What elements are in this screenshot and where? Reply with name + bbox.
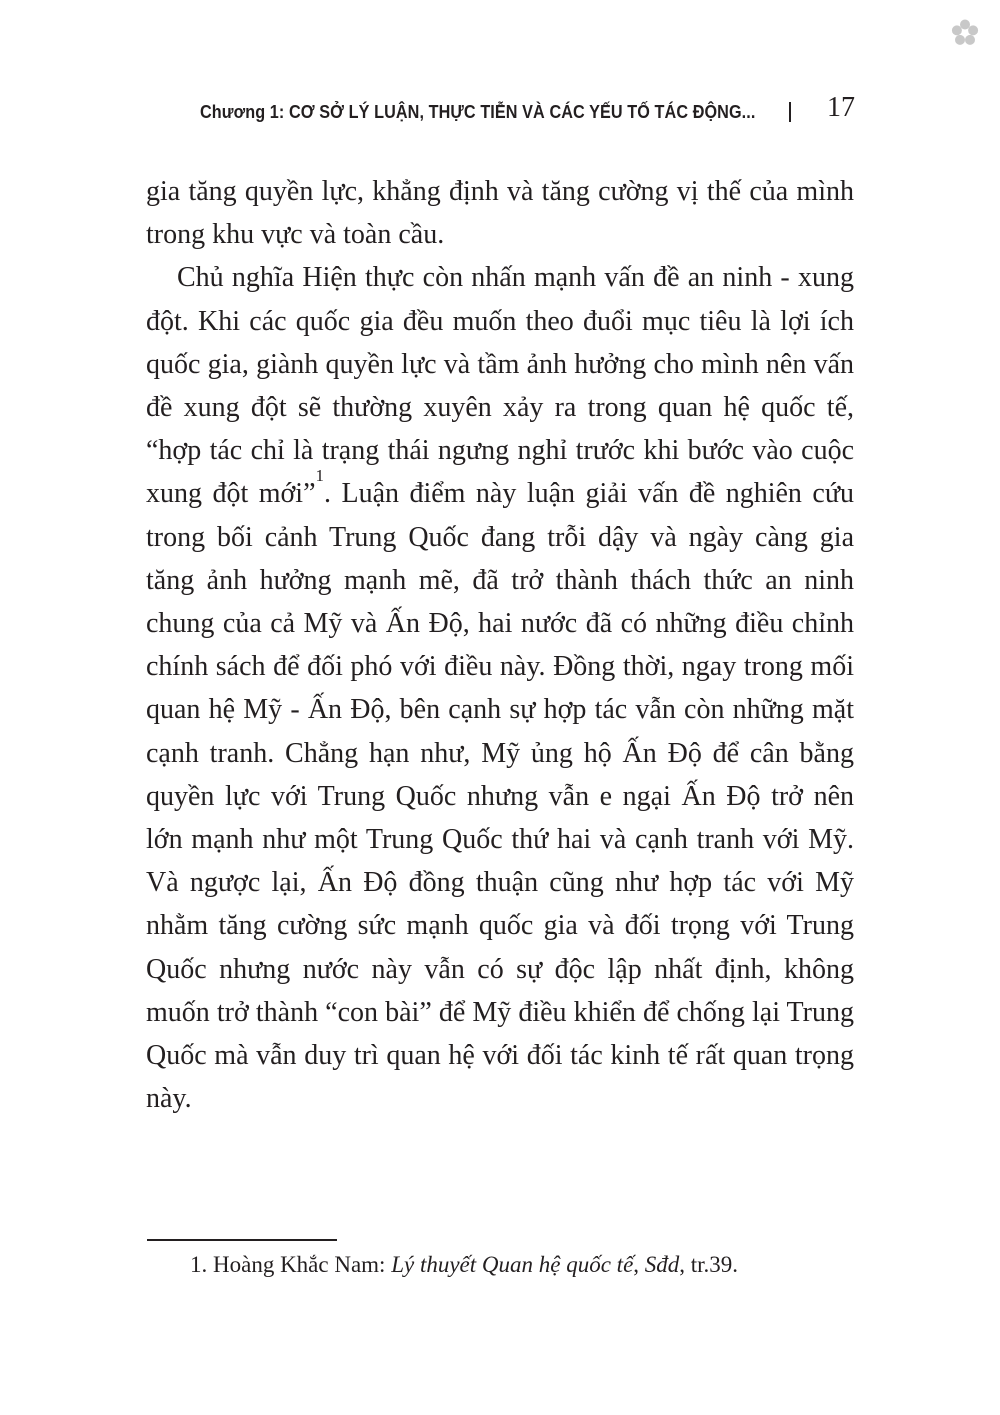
body-text — [146, 170, 854, 1120]
footnote — [190, 1252, 738, 1278]
flower-logo-icon — [950, 18, 980, 48]
footnote-author: Hoàng Khắc Nam: — [213, 1252, 386, 1277]
page-number: 17 — [827, 92, 855, 123]
footnote-title: Lý thuyết Quan hệ quốc tế — [391, 1252, 634, 1277]
chapter-title: Chương 1: CƠ SỞ LÝ LUẬN, THỰC TIỄN VÀ CÁC YẾU TỐ TÁC ĐỘNG... — [200, 102, 756, 122]
paragraph-1: gia tăng quyền lực, khẳng định và tăng cường vị thế của mình trong khu vực và toàn cầu. — [146, 176, 854, 251]
paragraph-2-after-note: . Luận điểm này luận giải vấn đề nghiên cứu trong bối cảnh Trung Quốc đang trỗi dậy và ngày càng gia tăng ảnh hưởng mạnh mẽ, đã trở thành thách thức an ninh chung của cả Mỹ và Ấn Độ, hai nước đã có những điều chỉnh chính sách để đối phó với điều này. Đồng thời, ngay trong mối quan hệ Mỹ - Ấn Độ, bên cạnh sự hợp tác vẫn còn những mặt cạnh tranh. Chẳng hạn như, Mỹ ủng hộ Ấn Độ để cân bằng quyền lực với Trung Quốc nhưng vẫn e ngại Ấn Độ trở nên lớn mạnh như một Trung Quốc thứ hai và cạnh tranh với Mỹ. Và ngược lại, Ấn Độ đồng thuận cũng như hợp tác với Mỹ nhằm tăng cường sức mạnh quốc gia và đối trọng với Trung Quốc nhưng nước này vẫn có sự độc lập nhất định, không muốn trở thành “con bài” để Mỹ điều khiển để chống lại Trung Quốc mà vẫn duy trì quan hệ với đối tác kinh tế rất quan trọng này. — [146, 478, 855, 1115]
footnote-source: Sđd — [644, 1252, 680, 1277]
footnote-separator: , — [633, 1252, 640, 1277]
footnote-divider — [147, 1239, 337, 1241]
footnote-reference[interactable]: 1 — [315, 466, 325, 486]
paragraph-2-before-note: Chủ nghĩa Hiện thực còn nhấn mạnh vấn đề an ninh - xung đột. Khi các quốc gia đều muốn theo đuổi mục tiêu là lợi ích quốc gia, giành quyền lực và tầm ảnh hưởng cho mình nên vấn đề xung đột sẽ thường xuyên xảy ra trong quan hệ quốc tế, “hợp tác chỉ là trạng thái ngưng nghỉ trước khi bước vào cuộc xung đột mới” — [146, 262, 854, 510]
footnote-page-ref: , tr.39. — [679, 1252, 739, 1277]
header-separator — [789, 102, 791, 122]
running-header — [200, 92, 855, 132]
paragraph-2 — [146, 256, 854, 1120]
footnote-number: 1. — [190, 1252, 208, 1277]
